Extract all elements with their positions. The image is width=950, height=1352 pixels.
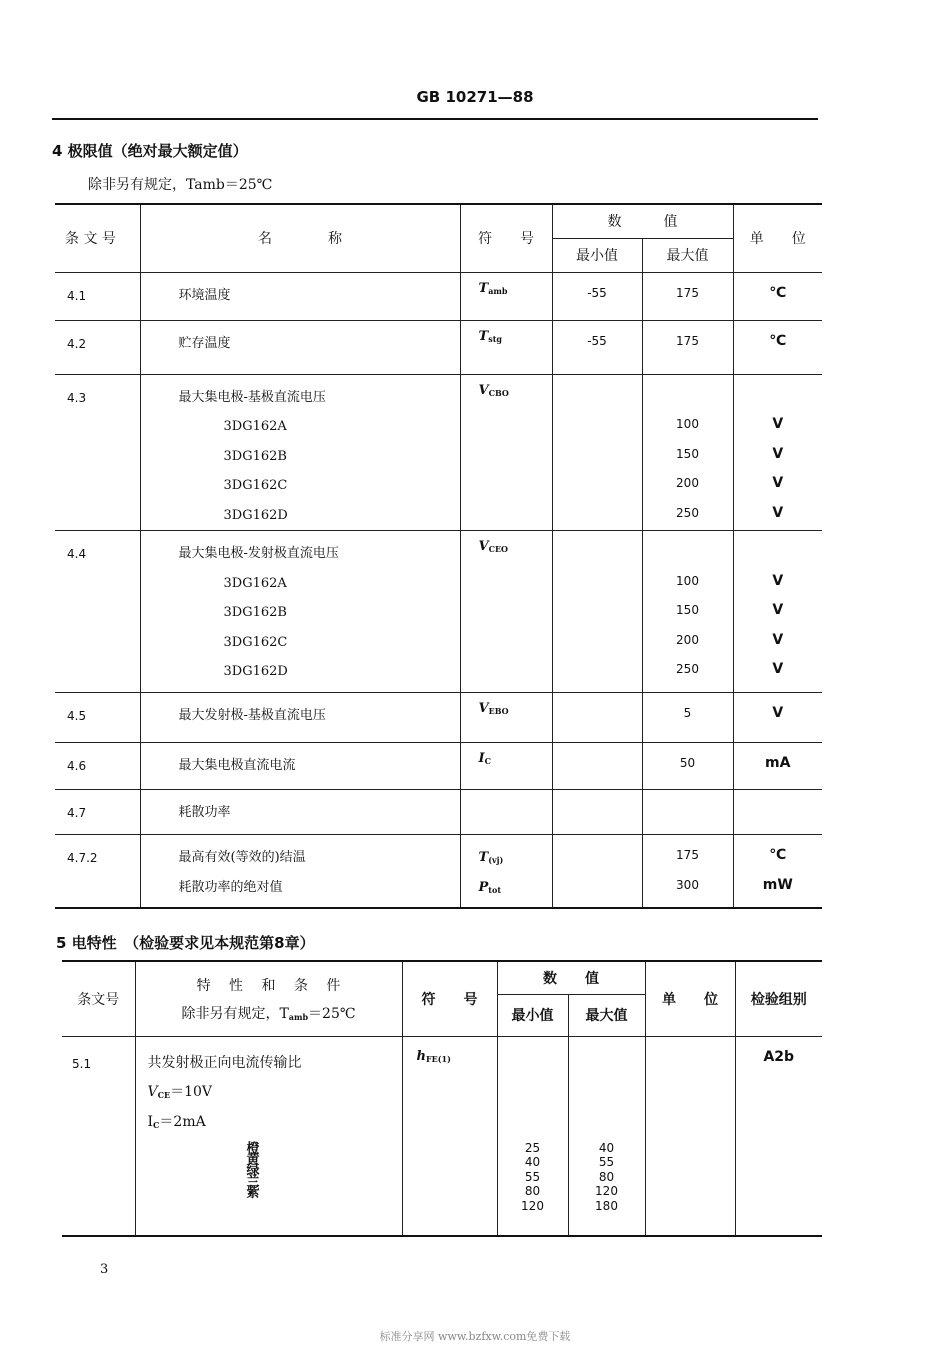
clause: 4.2	[55, 320, 140, 374]
table-row	[62, 1036, 822, 1236]
symbol: $h_{FE(1)}$	[402, 1036, 497, 1236]
parameter-name: 最高有效(等效的)结温	[178, 850, 306, 865]
table-row: 4.3 最大集电极-基极直流电压 3DG162A 3DG162B 3DG162C 3DG162D $V_{CBO}$ 100 150 200 250 V V V V	[55, 374, 822, 531]
col-name: 名 称	[140, 204, 460, 272]
max-value: 300	[676, 877, 699, 892]
min-value	[553, 749, 642, 779]
footer-watermark: 标准分享网 www.bzfxw.com免费下载	[379, 1330, 571, 1343]
max-value: 250	[676, 662, 699, 676]
unit: V	[772, 631, 784, 648]
value: 40	[524, 1155, 541, 1169]
value: 80	[524, 1184, 541, 1198]
value: 180	[595, 1198, 618, 1213]
parameter-name: 耗散功率	[178, 805, 231, 820]
device-type: 3DG162A	[223, 575, 287, 591]
header-rule	[52, 118, 818, 120]
max-value: 100	[676, 573, 699, 588]
min-value: -55	[587, 285, 607, 300]
min-value	[553, 796, 642, 826]
clause: 4.1	[55, 272, 140, 320]
max-value: 150	[676, 446, 699, 461]
table-row: 4.7.2 最高有效(等效的)结温 耗散功率的绝对值 $T_{(vj)}$ $P_{tot}$ 175 300 ℃ mW	[55, 835, 822, 908]
clause: 4.7	[55, 790, 140, 835]
device-type: 3DG162C	[223, 634, 288, 650]
unit	[734, 796, 823, 826]
parameter-name: 耗散功率的绝对值	[178, 879, 283, 895]
table-row: 4.4 最大集电极-发射极直流电压 3DG162A 3DG162B 3DG162C 3DG162D $V_{CEO}$ 100 150 200 250 V V V V	[55, 531, 822, 693]
parameter-name: 最大集电极-发射极直流电压	[178, 546, 339, 561]
unit: V	[772, 572, 784, 589]
col-values: 数 值	[552, 204, 733, 238]
device-type: 3DG162B	[223, 448, 287, 464]
unit: V	[772, 705, 784, 721]
col-unit: 单 位	[733, 204, 822, 272]
value: 120	[521, 1198, 544, 1213]
max-value: 50	[679, 756, 696, 770]
device-type: 3DG162D	[223, 664, 288, 679]
clause: 4.3	[55, 374, 140, 531]
condition-ic: $I_C=2mA$	[147, 1113, 206, 1130]
parameter-name: 贮存温度	[178, 335, 231, 351]
value: 55	[524, 1169, 541, 1184]
parameter-name: 最大发射极-基极直流电压	[178, 708, 326, 723]
limits-table	[55, 203, 822, 909]
clause: 4.5	[55, 693, 140, 743]
section-5-title: 5 电特性 （检验要求见本规范第8章）	[56, 934, 315, 952]
value: 40	[598, 1140, 615, 1155]
device-type: 3DG162B	[223, 605, 287, 620]
col-clause: 条文号	[77, 991, 120, 1008]
max-value: 5	[683, 706, 692, 720]
col-inspection-group: 检验组别	[735, 961, 822, 1036]
table-row	[55, 790, 822, 835]
col-clause: 条 文 号	[65, 231, 116, 248]
unit: V	[772, 475, 784, 491]
table-row: 4.5 最大发射极-基极直流电压 $V_{EBO}$ 5 V	[55, 693, 822, 743]
unit: V	[772, 416, 784, 432]
parameter-name: 最大集电极-基极直流电压	[178, 389, 326, 405]
standard-number-header: GB 10271—88	[416, 88, 534, 106]
max-value: 200	[676, 632, 699, 647]
col-min: 最小值	[497, 994, 568, 1036]
unit: mW	[762, 876, 793, 893]
col-max: 最大值	[568, 994, 645, 1036]
max-value	[643, 796, 733, 826]
electrical-characteristics-table	[62, 960, 822, 1237]
min-value	[553, 699, 642, 729]
max-value: 175	[676, 285, 699, 300]
max-value: 175	[676, 333, 699, 348]
condition-vce: $V_{CE}=10V$	[147, 1084, 213, 1100]
max-value: 250	[676, 505, 699, 520]
page-number: 3	[100, 1262, 109, 1277]
device-type: 3DG162C	[223, 478, 288, 493]
table-row: 4.2 贮存温度 $T_{stg}$ -55 175 ℃	[55, 320, 822, 374]
device-type: 3DG162A	[223, 419, 287, 434]
min-values	[497, 1036, 568, 1236]
max-value: 150	[676, 603, 699, 617]
device-type: 3DG162D	[223, 507, 288, 523]
value: 55	[598, 1155, 615, 1169]
unit: V	[772, 661, 784, 677]
col-symbol: 符 号	[402, 961, 497, 1036]
col-characteristics: 特 性 和 条 件	[196, 977, 341, 994]
col-unit: 单 位	[645, 961, 735, 1036]
min-value: -55	[587, 333, 607, 348]
max-value: 100	[676, 417, 699, 431]
parameter-name: 最大集电极直流电流	[178, 758, 296, 773]
max-value: 175	[676, 848, 699, 862]
unit: V	[772, 602, 784, 618]
clause: 4.7.2	[55, 835, 140, 908]
col-min: 最小值	[552, 238, 642, 272]
table-row: 4.1 环境温度 $T_{amb}$ -55 175 ℃	[55, 272, 822, 320]
col-values: 数 值	[497, 961, 645, 994]
clause: 5.1	[62, 1036, 135, 1236]
characteristic-name: 共发射极正向电流传输比	[147, 1054, 302, 1071]
color-codes: 橙黄绿兰紫	[243, 1141, 259, 1196]
parameter-name: 环境温度	[178, 287, 231, 303]
col-conditions-note: 除非另有规定，$T_{amb}=25℃$	[181, 1005, 356, 1022]
unit: ℃	[769, 284, 787, 301]
table-row: 4.6 最大集电极直流电流 $I_C$ 50 mA	[55, 743, 822, 790]
value: 25	[524, 1140, 541, 1155]
value: 120	[595, 1184, 618, 1198]
col-symbol: 符 号	[460, 204, 552, 272]
max-value: 200	[676, 476, 699, 490]
value: 80	[598, 1169, 615, 1184]
clause: 4.4	[55, 531, 140, 693]
section-4-title: 4 极限值（绝对最大额定值）	[52, 142, 248, 160]
unit: mA	[765, 755, 791, 771]
unit: V	[772, 445, 784, 462]
inspection-group: A2b	[735, 1036, 822, 1236]
clause: 4.6	[55, 743, 140, 790]
unit: ℃	[769, 332, 787, 349]
unit: V	[772, 504, 784, 521]
unit: ℃	[769, 847, 787, 863]
max-values	[568, 1036, 645, 1236]
col-max: 最大值	[642, 238, 733, 272]
section-4-note: 除非另有规定，Tamb＝25℃	[88, 177, 273, 193]
